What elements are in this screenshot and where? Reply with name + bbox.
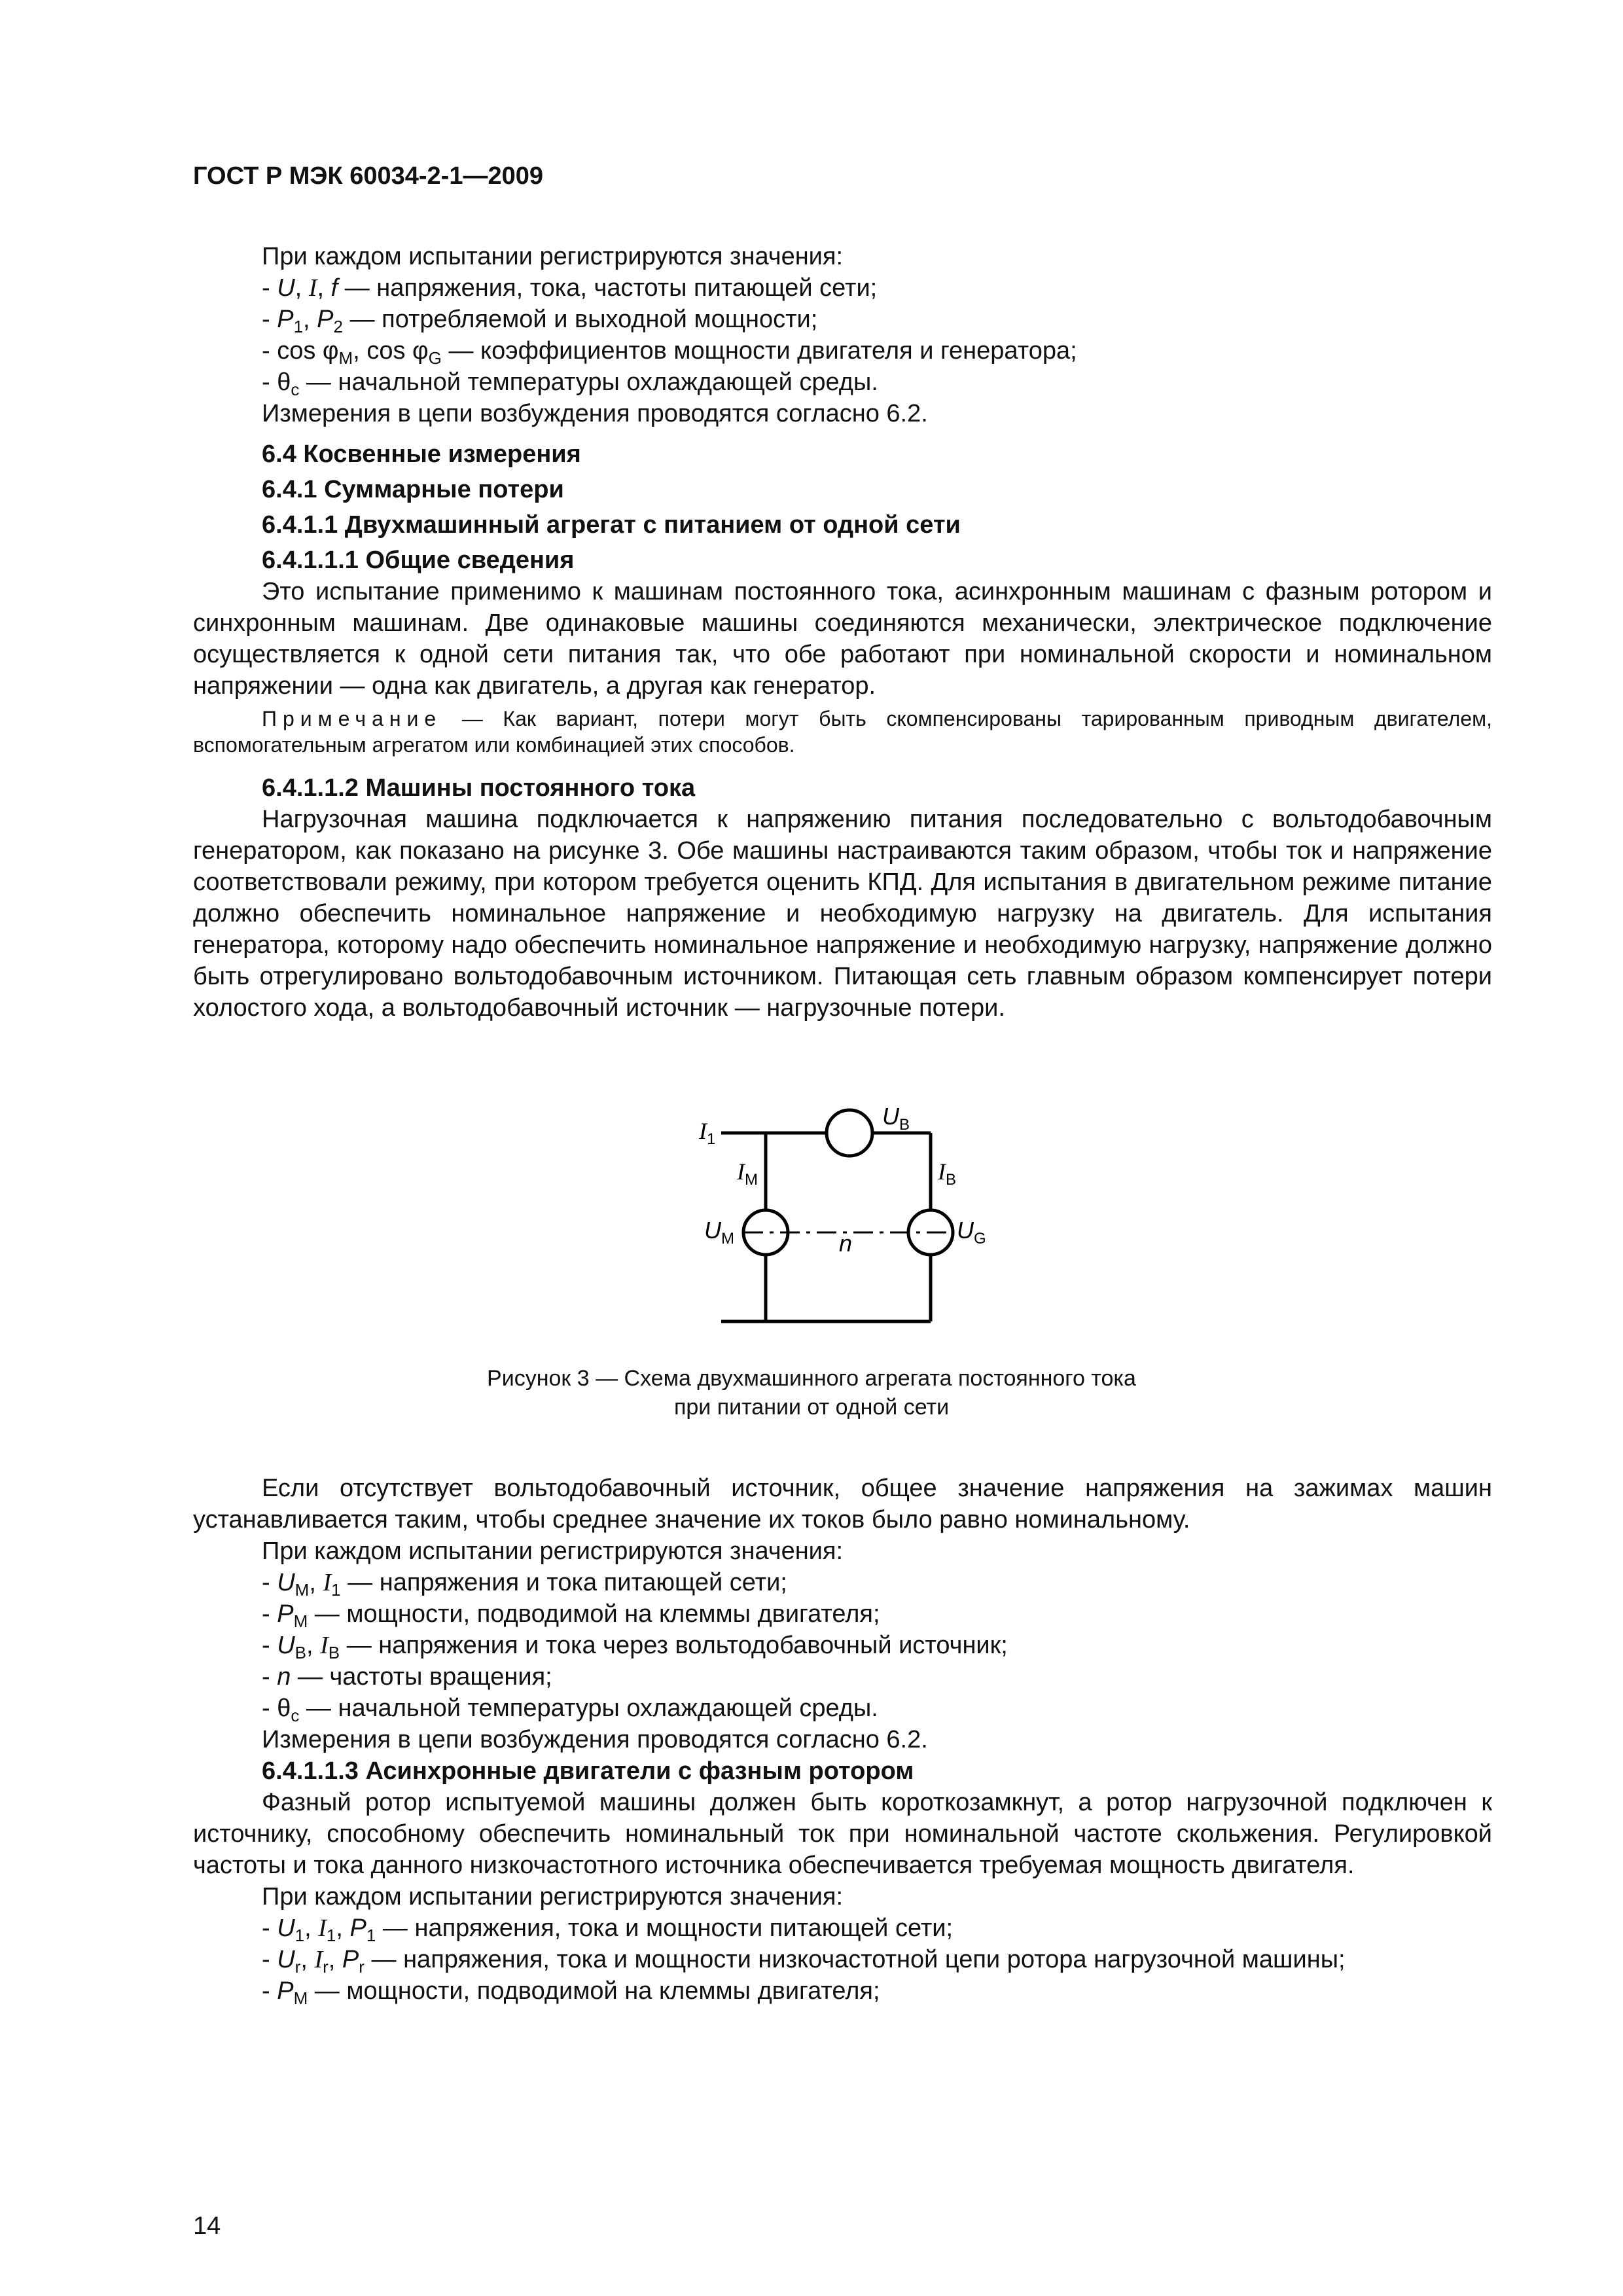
- list-intro: При каждом испытании регистрируются значения:: [262, 1537, 844, 1565]
- list-intro: При каждом испытании регистрируются значения:: [262, 243, 844, 270]
- measurements-block-2: [193, 1473, 1492, 2007]
- list-item: - $U_r$, $I_r$, $P_r$ — напряжения, тока и мощности низкочастотной цепи ротора нагрузочной машины;: [262, 1946, 1346, 1977]
- heading-6-4: 6.4 Косвенные измерения: [262, 440, 581, 468]
- measurements-block-1: [193, 241, 1492, 429]
- paragraph-no-booster: Если отсутствует вольтодобавочный источник, общее значение напряжения на зажимах машин устанавливается таким, чтобы среднее значение их токов было равно номинальному.: [193, 1475, 1492, 1534]
- list-item: - $U_M$, $I_1$ — напряжения и тока питающей сети;: [262, 1569, 787, 1600]
- label-ub: $U_B$: [882, 1106, 910, 1134]
- label-ug: $U_G$: [957, 1217, 986, 1247]
- heading-6-4-1-1: 6.4.1.1 Двухмашинный агрегат с питанием от одной сети: [262, 511, 961, 539]
- list-intro: При каждом испытании регистрируются значения:: [262, 1883, 844, 1910]
- heading-6-4-1-1-1: 6.4.1.1.1 Общие сведения: [262, 547, 575, 574]
- figure-caption-line-1: Рисунок 3 — Схема двухмашинного агрегата постоянного тока: [487, 1366, 1136, 1391]
- label-i1: $I_1$: [699, 1118, 716, 1148]
- list-item: - U, I, f — напряжения, тока, частоты питающей сети;: [262, 274, 878, 302]
- list-item: - $\cos \varphi_M$, $\cos \varphi_G$ — коэффициентов мощности двигателя и генератора;: [262, 337, 1077, 368]
- note-label: Примечание: [262, 707, 442, 730]
- heading-6-4-1: 6.4.1 Суммарные потери: [262, 476, 564, 503]
- note: [193, 706, 1492, 758]
- label-ib: $I_B$: [938, 1158, 957, 1189]
- list-item: - $\theta_c$ — начальной температуры охлаждающей среды.: [262, 368, 878, 399]
- paragraph-general: Это испытание применимо к машинам постоянного тока, асинхронным машинам с фазным ротором и синхронным машинам. Две одинаковые машины соединяются механически, электрическое подключение осуществляется к одной сети питания так, что обе работают при номинальной скорости и номинальном напряжении — одна как двигатель, а другая как генератор.: [193, 578, 1492, 700]
- heading-6-4-1-1-3: 6.4.1.1.3 Асинхронные двигатели с фазным ротором: [262, 1757, 914, 1785]
- note-text: — Как вариант, потери могут быть скомпенсированы тарированным приводным двигателем, вспомогательным агрегатом или комбинацией этих способов.: [193, 707, 1492, 757]
- heading-6-4-1-1-2: 6.4.1.1.2 Машины постоянного тока: [262, 774, 696, 802]
- list-item: - n — частоты вращения;: [262, 1663, 552, 1691]
- section-6-4: [193, 439, 1492, 1024]
- page-number: 14: [193, 2212, 221, 2240]
- label-im: $I_M$: [737, 1158, 758, 1189]
- label-n: n: [839, 1230, 853, 1257]
- list-item: - $P_1$, $P_2$ — потребляемой и выходной мощности;: [262, 306, 818, 336]
- figure-3-circuit-diagram: [687, 1106, 1047, 1335]
- figure-caption-line-2: при питании от одной сети: [673, 1395, 950, 1420]
- standard-header: ГОСТ Р МЭК 60034-2-1—2009: [193, 162, 543, 190]
- booster-circle: [827, 1110, 872, 1156]
- excitation-note: Измерения в цепи возбуждения проводятся согласно 6.2.: [262, 400, 928, 427]
- list-item: - $\theta_c$ — начальной температуры охлаждающей среды.: [262, 1695, 878, 1725]
- paragraph-async: Фазный ротор испытуемой машины должен быть короткозамкнут, а ротор нагрузочной подключен к источнику, способному обеспечить номинальный ток при номинальной частоте скольжения. Регулировкой частоты и тока данного низкочастотного источника обеспечивается требуемая мощность двигателя.: [193, 1789, 1492, 1879]
- paragraph-dc-machines: Нагрузочная машина подключается к напряжению питания последовательно с вольтодобавочным генератором, как показано на рисунке 3. Обе машины настраиваются таким образом, чтобы ток и напряжение соответствовали режиму, при котором требуется оценить КПД. Для испытания в двигательном режиме питание должно обеспечить номинальное напряжение и необходимую нагрузку на двигатель. Для испытания генератора, которому надо обеспечить номинальное напряжение и необходимую нагрузку, напряжение должно быть отрегулировано вольтодобавочным источником. Питающая сеть главным образом компенсирует потери холостого хода, а вольтодобавочный источник — нагрузочные потери.: [193, 806, 1492, 1022]
- list-item: - $P_M$ — мощности, подводимой на клеммы двигателя;: [262, 1977, 880, 2008]
- list-item: - $U_B$, $I_B$ — напряжения и тока через вольтодобавочный источник;: [262, 1632, 1008, 1662]
- excitation-note: Измерения в цепи возбуждения проводятся согласно 6.2.: [262, 1726, 928, 1753]
- list-item: - $P_M$ — мощности, подводимой на клеммы двигателя;: [262, 1600, 880, 1631]
- label-um: $U_M$: [704, 1217, 734, 1247]
- list-item: - $U_1$, $I_1$, $P_1$ — напряжения, тока и мощности питающей сети;: [262, 1914, 954, 1945]
